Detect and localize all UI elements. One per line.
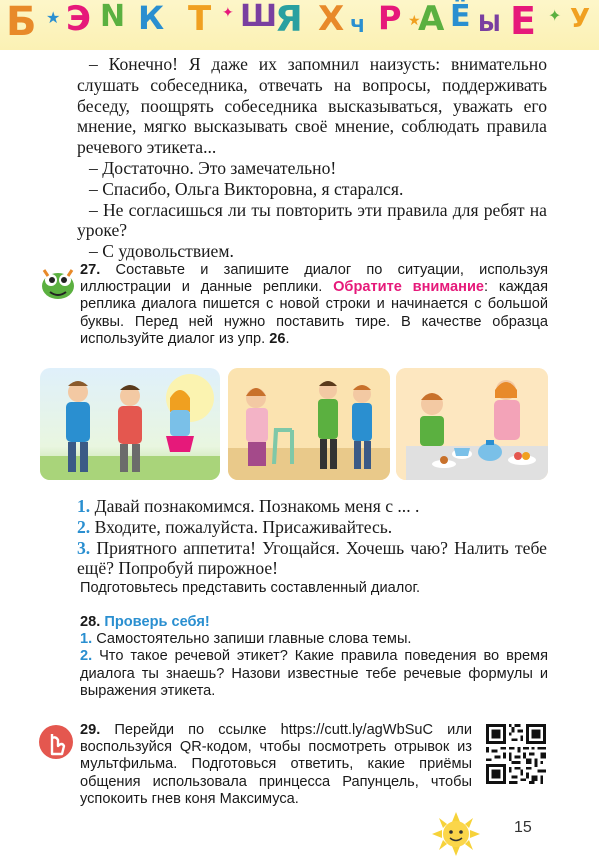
phrase-number: 2. <box>77 516 91 537</box>
task-27 <box>80 262 548 348</box>
alphabet-banner <box>0 0 599 50</box>
sun-icon <box>432 812 480 856</box>
banner-letter: Х <box>318 0 345 39</box>
banner-letter: Т <box>188 0 212 39</box>
star-icon: ✦ <box>222 5 234 21</box>
task-28 <box>80 614 548 700</box>
banner-letter: Ё <box>450 0 471 34</box>
task-text: Составьте и запишите диалог по ситуации, используя иллюстрации и данные реплики. <box>80 262 548 296</box>
task-number: 29. <box>80 722 101 738</box>
illustration-tea <box>396 368 548 480</box>
item-number: 1. <box>80 631 93 648</box>
check-yourself-title: Проверь себя! <box>104 614 210 630</box>
banner-letter: А <box>418 0 445 39</box>
item-number: 2. <box>80 648 93 665</box>
banner-letter: N <box>100 0 126 34</box>
dialog-line: – С удовольствием. <box>89 241 234 262</box>
dialog-line: – Достаточно. Это замечательно! <box>89 157 337 178</box>
illustration-meeting <box>40 368 220 480</box>
banner-letter: Ш <box>240 0 278 34</box>
banner-letter: Я <box>275 0 303 40</box>
banner-letter: Б <box>6 0 37 45</box>
task-29 <box>80 722 472 808</box>
task-text: : каждая реплика диалога пишется с новой строки и начинается с большой буквы. Перед ней нужно поставить тире. В качестве образца используйте диалог из упр. <box>80 279 548 347</box>
phrase-item <box>77 496 547 517</box>
phrases-list <box>77 496 547 579</box>
meeting-scene-image <box>40 368 220 480</box>
task-text: . <box>285 330 290 347</box>
visiting-scene-image <box>228 368 390 480</box>
banner-letter: Е <box>510 0 536 43</box>
prepare-text: Подготовьтесь представить составленный диалог. <box>80 580 421 596</box>
phrase-item <box>77 538 547 580</box>
banner-letter: Р <box>378 0 402 37</box>
task-number: 28. <box>80 614 101 630</box>
illustration-visiting <box>228 368 390 480</box>
banner-letter: Э <box>66 0 91 39</box>
star-icon: ✦ <box>548 6 562 25</box>
dialog-line: – Не согласишься ли ты повторить эти правила для ребят на уроке? <box>77 199 547 241</box>
banner-letter: Ч <box>350 16 365 37</box>
dialog-line: – Конечно! Я даже их запомнил наизусть: внимательно слушать собеседника, отвечать на вопросы, поддерживать беседу, поощрять собеседника высказываться, уважать его мнение, мягко высказывать своё мнение, соблюдать правила речевого этикета... <box>77 54 547 158</box>
star-icon: ★ <box>46 8 61 27</box>
touch-hand-icon <box>38 724 74 760</box>
banner-letter: У <box>570 4 591 34</box>
task-text: Перейди по ссылке https://cutt.ly/agWbSuC или воспользуйся QR-кодом, чтобы посмотреть отрывок из мультфильма. Подготовься ответить, какие приёмы общения использовала принцесса Рапунцель, чтобы успокоить гнев коня Максимуса. <box>80 722 472 807</box>
dialog-line: – Спасибо, Ольга Викторовна, я старался. <box>89 178 404 199</box>
page-number: 15 <box>514 819 532 836</box>
banner-letter: К <box>138 0 165 37</box>
task-number: 27. <box>80 262 101 278</box>
phrase-number: 3. <box>77 537 91 558</box>
phrase-text: Входите, пожалуйста. Присаживайтесь. <box>94 516 393 537</box>
phrase-number: 1. <box>77 496 91 516</box>
phrase-text: Давай познакомимся. Познакомь меня с ... . <box>94 496 420 516</box>
phrase-text: Приятного аппетита! Угощайся. Хочешь чаю? Налить тебе ещё? Попробуй пирожное! <box>77 537 547 579</box>
star-icon: ★ <box>408 13 421 29</box>
tea-scene-image <box>396 368 548 480</box>
exercise-ref: 26 <box>269 330 286 347</box>
creature-icon <box>38 262 78 302</box>
dialog-text <box>77 54 547 262</box>
item-text: Что такое речевой этикет? Какие правила поведения во время диалога ты знаешь? Назови известные тебе речевые формулы и выражения этикета. <box>80 648 548 699</box>
phrase-item <box>77 517 547 538</box>
attention-label: Обратите внимание <box>333 279 485 296</box>
item-text: Самостоятельно запиши главные слова темы. <box>96 631 412 648</box>
qr-code[interactable] <box>486 724 546 784</box>
banner-letter: Ы <box>478 12 501 37</box>
